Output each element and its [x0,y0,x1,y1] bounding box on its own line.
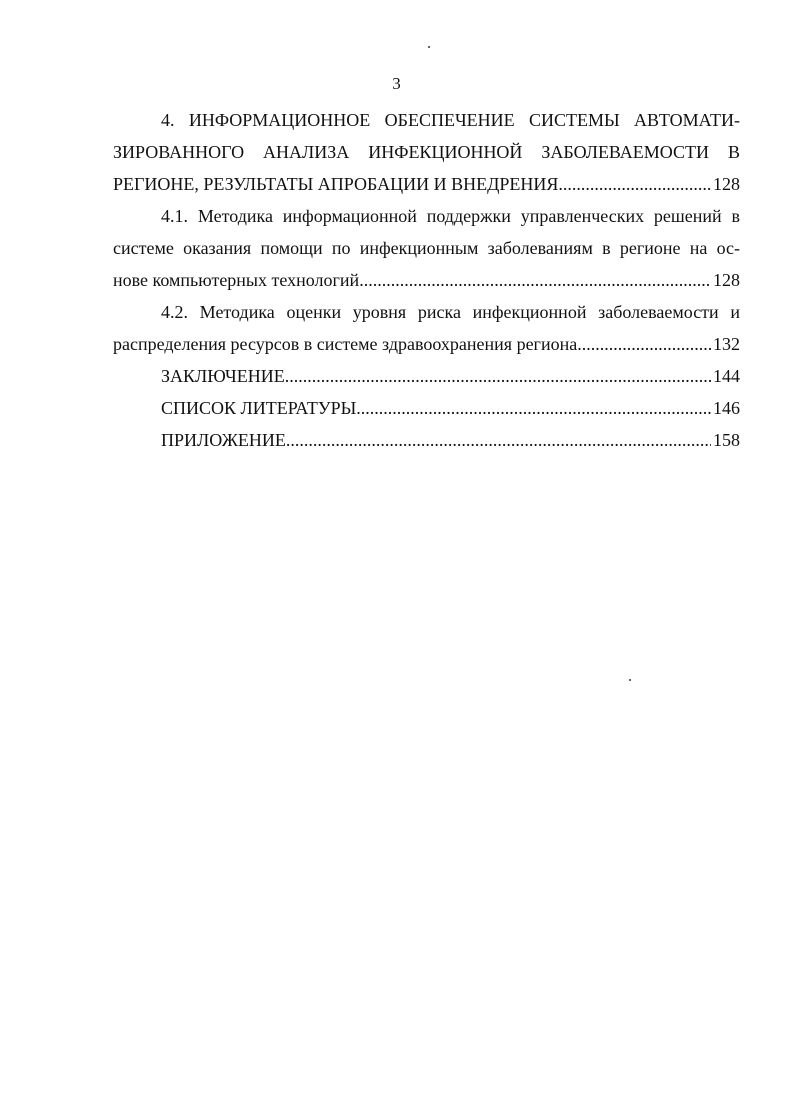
toc-page-number: 144 [713,366,740,386]
toc-entry-title: нове компьютерных технологий [113,270,360,290]
scan-speck-top [428,46,430,48]
dot-leader [558,168,711,200]
toc-entry-conclusion [113,360,740,392]
toc-entry-references [113,392,740,424]
toc-entry-title: РЕГИОНЕ, РЕЗУЛЬТАТЫ АПРОБАЦИИ И ВНЕДРЕНИЯ [113,174,559,194]
toc-entry-title: ЗАКЛЮЧЕНИЕ [161,366,285,386]
toc-page-number: 128 [713,174,740,194]
table-of-contents [113,104,740,456]
dot-leader [359,264,711,296]
dot-leader [356,392,711,424]
dot-leader [285,360,711,392]
toc-entry-title: распределения ресурсов в системе здравоохранения региона [113,334,578,354]
toc-line-with-leader [113,168,740,200]
toc-entry-section-4-2 [113,296,740,360]
toc-line: ЗИРОВАННОГО АНАЛИЗА ИНФЕКЦИОННОЙ ЗАБОЛЕВАЕМОСТИ В [113,142,740,162]
toc-entry-appendix [113,424,740,456]
toc-line: 4.2. Методика оценки уровня риска инфекционной заболеваемости и [161,302,740,322]
toc-line: системе оказания помощи по инфекционным заболеваниям в регионе на ос- [113,238,740,258]
toc-page-number: 158 [713,430,740,450]
toc-line: 4. ИНФОРМАЦИОННОЕ ОБЕСПЕЧЕНИЕ СИСТЕМЫ АВТОМАТИ- [161,110,740,130]
toc-page-number: 132 [713,334,740,354]
toc-entry-chapter-4 [113,104,740,200]
page-number: 3 [392,74,401,93]
toc-page-number: 128 [713,270,740,290]
dot-leader [286,424,711,456]
toc-entry-title: ПРИЛОЖЕНИЕ [161,430,286,450]
dot-leader [577,328,711,360]
toc-line-with-leader [113,328,740,360]
toc-line-with-leader [113,264,740,296]
scan-speck-right [629,679,631,681]
toc-line: 4.1. Методика информационной поддержки управленческих решений в [161,206,740,226]
toc-entry-section-4-1 [113,200,740,296]
toc-page-number: 146 [713,398,740,418]
toc-entry-title: СПИСОК ЛИТЕРАТУРЫ [161,398,357,418]
